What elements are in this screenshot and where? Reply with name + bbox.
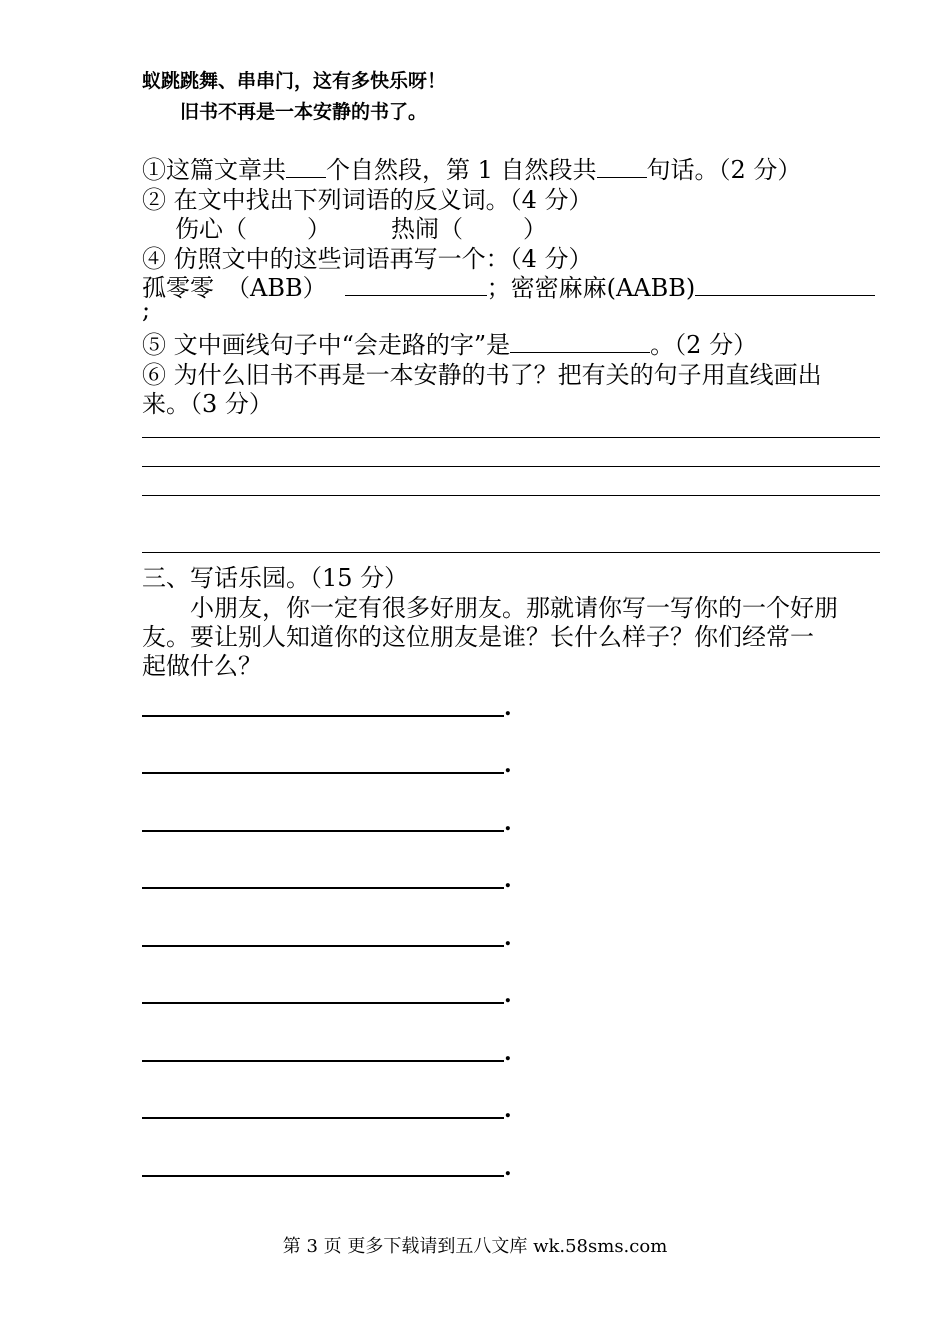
q4-blank-abb[interactable]	[345, 273, 487, 296]
answer-line-3[interactable]	[142, 495, 880, 496]
writing-line[interactable]	[142, 869, 512, 895]
q2-item-a-end: ）	[307, 215, 331, 243]
q5-part-b: 。（2 分）	[650, 331, 758, 359]
page-footer: 第 3 页 更多下载请到五八文库 wk.58sms.com	[282, 1236, 668, 1257]
q5-blank[interactable]	[510, 330, 650, 353]
question-2: ② 在文中找出下列词语的反义词。（4 分）	[142, 186, 593, 214]
writing-line-dot: .	[504, 810, 512, 836]
q2-item-b: 热闹（	[391, 215, 463, 243]
section-3-prompt-1: 小朋友，你一定有很多好朋友。那就请你写一写你的一个好朋	[142, 594, 838, 622]
writing-line-dot: .	[504, 1097, 512, 1123]
q1-blank-paragraphs[interactable]	[286, 155, 326, 178]
writing-line-dot: .	[504, 867, 512, 893]
question-4: ④ 仿照文中的这些词语再写一个：（4 分）	[142, 245, 593, 273]
q4-item-abb: 孤零零 （ABB）	[142, 274, 327, 302]
writing-line-dot: .	[504, 1155, 512, 1181]
q1-part-c: 句话。（2 分）	[646, 156, 802, 184]
question-6-line-2: 来。（3 分）	[142, 390, 273, 418]
writing-line-dot: .	[504, 925, 512, 951]
writing-line[interactable]	[142, 697, 512, 723]
q4-semicolon: ;	[142, 296, 151, 324]
writing-line[interactable]	[142, 812, 512, 838]
q5-part-a: ⑤ 文中画线句子中“会走路的字”是	[142, 331, 511, 359]
question-6-line-1: ⑥ 为什么旧书不再是一本安静的书了？把有关的句子用直线画出	[142, 361, 822, 389]
q4-blank-aabb[interactable]	[695, 273, 875, 296]
q4-item-aabb: ；密密麻麻(AABB)	[486, 274, 696, 302]
answer-line-1[interactable]	[142, 437, 880, 438]
section-3-prompt-3: 起做什么？	[142, 652, 262, 680]
writing-line-dot: .	[504, 1040, 512, 1066]
section-3-heading: 三、写话乐园。（15 分）	[142, 564, 409, 592]
q1-part-b: 个自然段，第 1 自然段共	[326, 156, 597, 184]
writing-line-dot: .	[504, 752, 512, 778]
writing-line[interactable]	[142, 754, 512, 780]
question-4-items	[142, 268, 875, 303]
writing-line[interactable]	[142, 927, 512, 953]
q1-part-a: ①这篇文章共	[142, 156, 286, 184]
q2-item-a: 伤心（	[175, 215, 247, 243]
story-line-2: 旧书不再是一本安静的书了。	[180, 101, 428, 123]
q2-item-b-end: ）	[523, 215, 547, 243]
story-line-1: 蚁跳跳舞、串串门，这有多快乐呀！	[142, 70, 447, 92]
writing-line-dot: .	[504, 695, 512, 721]
section-3-prompt-2: 友。要让别人知道你的这位朋友是谁？长什么样子？你们经常一	[142, 623, 814, 651]
writing-line[interactable]	[142, 984, 512, 1010]
writing-line-dot: .	[504, 982, 512, 1008]
q1-blank-sentences[interactable]	[597, 155, 647, 178]
writing-line[interactable]	[142, 1157, 512, 1183]
writing-line[interactable]	[142, 1099, 512, 1125]
answer-line-2[interactable]	[142, 466, 880, 467]
writing-line[interactable]	[142, 1042, 512, 1068]
answer-line-4[interactable]	[142, 552, 880, 553]
